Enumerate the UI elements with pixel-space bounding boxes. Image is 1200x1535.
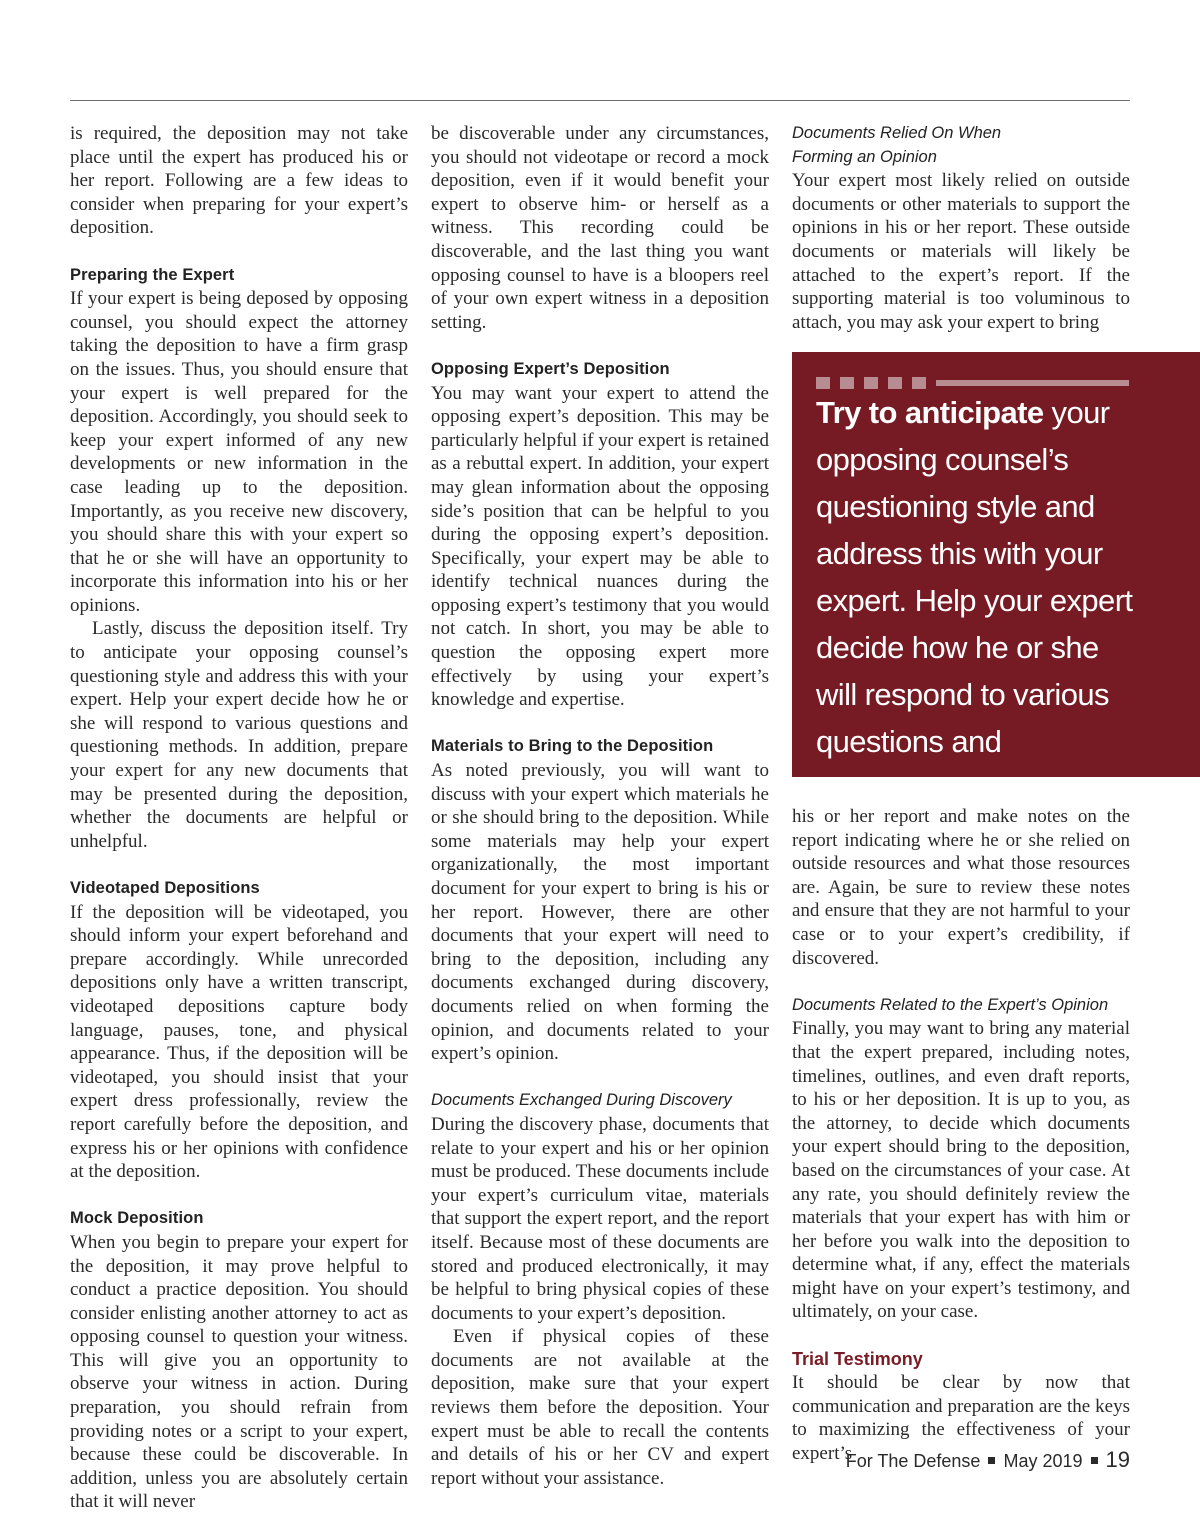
page-number: 19 bbox=[1105, 1447, 1130, 1472]
paragraph-preparing-2: Lastly, discuss the deposition itself. Try to anticipate your opposing counsel’s questioning style and address this with your expert. Help your expert decide how he or she will respond to various questions and questioning methods. In addition, prepare your expert for any new documents that may be presented during the deposition, whether the documents are helpful or unhelpful. bbox=[70, 618, 408, 852]
pull-quote-box bbox=[792, 352, 1200, 806]
heading-materials-to-bring: Materials to Bring to the Deposition bbox=[431, 737, 714, 756]
heading-videotaped-depositions: Videotaped Depositions bbox=[70, 879, 260, 897]
footer-separator bbox=[988, 1457, 995, 1464]
decor-square bbox=[864, 377, 878, 389]
footer-separator bbox=[1091, 1457, 1098, 1464]
paragraph-preparing-1: If your expert is being deposed by opposing counsel, you should expect the attorney taking the deposition to have a firm grasp on the issues. Thus, you should ensure that your expert is well prepared for the deposition. Accordingly, you should seek to keep your expert informed of any new developments or new information in the case leading up to the deposition. Importantly, as you receive new discovery, you should share this with your expert so that he or she will have an opportunity to incorporate this information into his or her opinions. bbox=[70, 288, 408, 616]
paragraph-continued: be discoverable under any circumstances, you should not videotape or record a mock deposition, even if it would benefit your expert to observe him- or herself as a witness. This recording could be discoverable, and the last thing you want opposing counsel to have is a bloopers reel of your own expert witness in a deposition setting. bbox=[431, 123, 769, 333]
pull-quote-text bbox=[816, 389, 1146, 812]
decor-line bbox=[936, 380, 1129, 386]
subheading-documents-exchanged: Documents Exchanged During Discovery bbox=[431, 1091, 732, 1110]
footer-date: May 2019 bbox=[1003, 1451, 1083, 1471]
paragraph-materials: As noted previously, you will want to discuss with your expert which materials he or she should bring to the deposition. While some materials may help your expert organizationally, the most important document for your expert to bring is his or her report. However, there are other documents that your expert will need to bring to the deposition, including any documents exchanged during discovery, documents relied on when forming the opinion, and documents related to your expert’s opinion. bbox=[431, 760, 769, 1065]
decor-square bbox=[888, 377, 902, 389]
paragraph-exchanged-2: Even if physical copies of these documents are not available at the deposition, make sure that your expert reviews them before the deposition. Your expert must be able to recall the contents and details of his or her CV and expert report without your assistance. bbox=[431, 1326, 769, 1489]
heading-mock-deposition: Mock Deposition bbox=[70, 1209, 204, 1228]
pull-quote-bold: Try to anticipate bbox=[816, 395, 1044, 430]
column-2 bbox=[431, 122, 769, 1490]
heading-trial-testimony: Trial Testimony bbox=[792, 1348, 923, 1369]
heading-preparing-the-expert: Preparing the Expert bbox=[70, 265, 235, 284]
paragraph-related: Finally, you may want to bring any material that the expert prepared, including notes, timelines, outlines, and even draft reports, to his or her deposition. It is up to you, as the attorney, to decide which documents your expert should bring to the deposition, based on the circumstances of your case. At any rate, you should definitely review the materials that your expert has with him or her before you walk into the deposition to determine what, if any, effect the materials might have on your expert’s testimony, and ultimately, on your case. bbox=[792, 1018, 1130, 1323]
paragraph-videotaped: If the deposition will be videotaped, you should inform your expert beforehand and prepare accordingly. While unrecorded depositions only have a written transcript, videotaped depositions capture body language, pauses, tone, and physical appearance. Thus, if the deposition will be videotaped, you should insist that your expert dress professionally, review the report carefully before the deposition, and express his or her opinions with confidence at the deposition. bbox=[70, 901, 408, 1183]
subheading-documents-relied-line-2: Forming an Opinion bbox=[792, 147, 937, 166]
top-rule bbox=[70, 100, 1130, 101]
column-3-top bbox=[792, 122, 1130, 334]
paragraph-exchanged-1: During the discovery phase, documents that relate to your expert and his or her opinion must be produced. These documents include your expert’s curriculum vitae, materials that support the expert report, and the report itself. Because most of these documents are stored and produced electronically, it may be helpful to bring physical copies of these documents to your expert’s deposition. bbox=[431, 1113, 769, 1324]
paragraph-trial: It should be clear by now that communication and preparation are the keys to maximizing the effectiveness of your expert’s bbox=[792, 1372, 1130, 1465]
page-footer bbox=[846, 1447, 1130, 1473]
subheading-documents-related: Documents Related to the Expert’s Opinion bbox=[792, 995, 1109, 1014]
column-3-bottom bbox=[792, 805, 1130, 1466]
paragraph-opposing: You may want your expert to attend the opposing expert’s deposition. This may be particularly helpful if your expert is retained as a rebuttal expert. In addition, your expert may glean information about the opposing side’s position that can be helpful to you during the opposing expert’s deposition. Specifically, your expert may be able to identify technical nuances during the opposing expert’s testimony that you would not catch. In short, you may be able to question the opposing expert more effectively by using your expert’s knowledge and expertise. bbox=[431, 382, 769, 711]
pull-quote-decoration bbox=[816, 377, 1129, 389]
column-1 bbox=[70, 122, 408, 1514]
heading-opposing-experts-deposition: Opposing Expert’s Deposition bbox=[431, 359, 670, 378]
paragraph-intro: is required, the deposition may not take place until the expert has produced his or her report. Following are a few ideas to consider when preparing for your expert’s deposition. bbox=[70, 123, 408, 239]
paragraph-relied-continued: his or her report and make notes on the report indicating where he or she relied on outside resources and what those resources are. Again, be sure to review these notes and ensure that they are not harmful to your case or to your expert’s credibility, if discovered. bbox=[792, 806, 1130, 969]
decor-square bbox=[816, 377, 830, 389]
subheading-documents-relied-line-1: Documents Relied On When bbox=[792, 124, 1002, 142]
decor-square bbox=[840, 377, 854, 389]
decor-square bbox=[912, 377, 926, 389]
paragraph-mock: When you begin to prepare your expert for the deposition, it may prove helpful to conduct a practice deposition. You should consider enlisting another attorney to act as opposing counsel to question your witness. This will give you an opportunity to observe your witness in action. During preparation, you should refrain from providing notes or a script to your expert, because these could be discoverable. In addition, unless you are absolutely certain that it will never bbox=[70, 1231, 408, 1513]
paragraph-relied: Your expert most likely relied on outside documents or other materials to support the opinions in his or her report. These outside documents or materials will likely be attached to the expert’s report. If the supporting material is too voluminous to attach, you may ask your expert to bring bbox=[792, 170, 1130, 333]
footer-publication: For The Defense bbox=[845, 1451, 981, 1471]
pull-quote-body: your opposing counsel’s questioning style and address this with your expert. Help your expert decide how he or she will respond to various questions and questioning methods. bbox=[816, 395, 1133, 806]
